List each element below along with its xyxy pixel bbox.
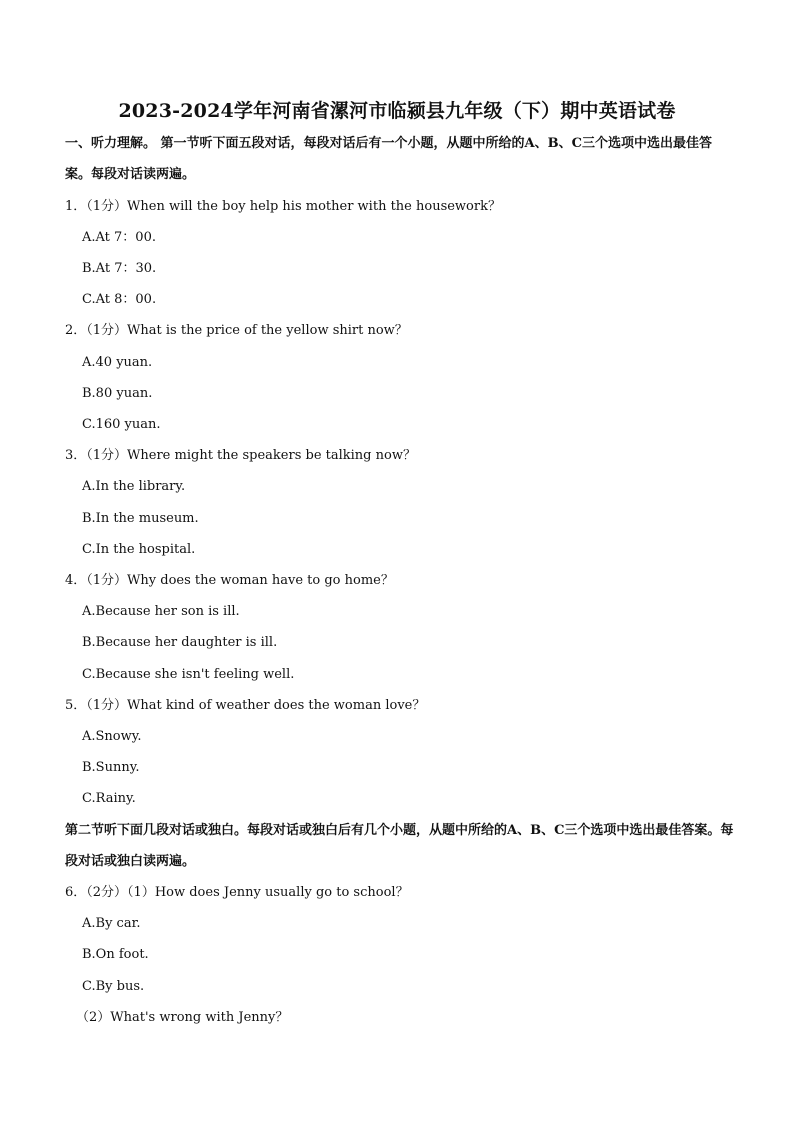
question-3-option-a: A.In the library. xyxy=(82,479,186,494)
question-5-option-c: C.Rainy. xyxy=(82,791,136,806)
question-5-option-b: B.Sunny. xyxy=(82,760,140,775)
question-2-option-c: C.160 yuan. xyxy=(82,417,161,432)
question-2-option-a: A.40 yuan. xyxy=(82,355,153,370)
question-5-option-a: A.Snowy. xyxy=(82,729,142,744)
question-6-option-b: B.On foot. xyxy=(82,947,149,962)
question-4-option-c: C.Because she isn't feeling well. xyxy=(82,667,295,682)
question-3-option-b: B.In the museum. xyxy=(82,511,199,526)
question-3-option-c: C.In the hospital. xyxy=(82,542,196,557)
page-title: 2023-2024学年河南省漯河市临颍县九年级（下）期中英语试卷 xyxy=(118,100,676,122)
section2-header: 第二节听下面几段对话或独白。每段对话或独白后有几个小题，从题中所给的A、B、C三个选项中选出最佳答案。每段对话或独白读两遍。 xyxy=(65,823,734,869)
question-1-option-a: A.At 7：00. xyxy=(82,230,156,245)
question-6-option-c: C.By bus. xyxy=(82,979,145,994)
question-3-stem: 3．（1分）Where might the speakers be talking now？ xyxy=(65,448,416,463)
question-1-option-b: B.At 7：30. xyxy=(82,261,157,276)
question-2-option-b: B.80 yuan. xyxy=(82,386,153,401)
question-1-option-c: C.At 8：00. xyxy=(82,292,157,307)
question-6-sub2-stem: （2）What's wrong with Jenny？ xyxy=(76,1010,289,1025)
section1-header: 一、听力理解。 第一节听下面五段对话，每段对话后有一个小题，从题中所给的A、B、C三个选项中选出最佳答案。每段对话读两遍。 xyxy=(65,136,712,182)
question-6-option-a: A.By car. xyxy=(82,916,141,931)
question-1-stem: 1．（1分）When will the boy help his mother with the housework？ xyxy=(65,199,501,214)
question-4-option-a: A.Because her son is ill. xyxy=(82,604,240,619)
question-6-stem: 6．（2分）（1）How does Jenny usually go to school？ xyxy=(65,885,409,900)
question-5-stem: 5．（1分）What kind of weather does the woman love？ xyxy=(65,698,426,713)
question-2-stem: 2．（1分）What is the price of the yellow shirt now？ xyxy=(65,323,408,338)
question-4-option-b: B.Because her daughter is ill. xyxy=(82,635,278,650)
question-4-stem: 4．（1分）Why does the woman have to go home？ xyxy=(65,573,394,588)
